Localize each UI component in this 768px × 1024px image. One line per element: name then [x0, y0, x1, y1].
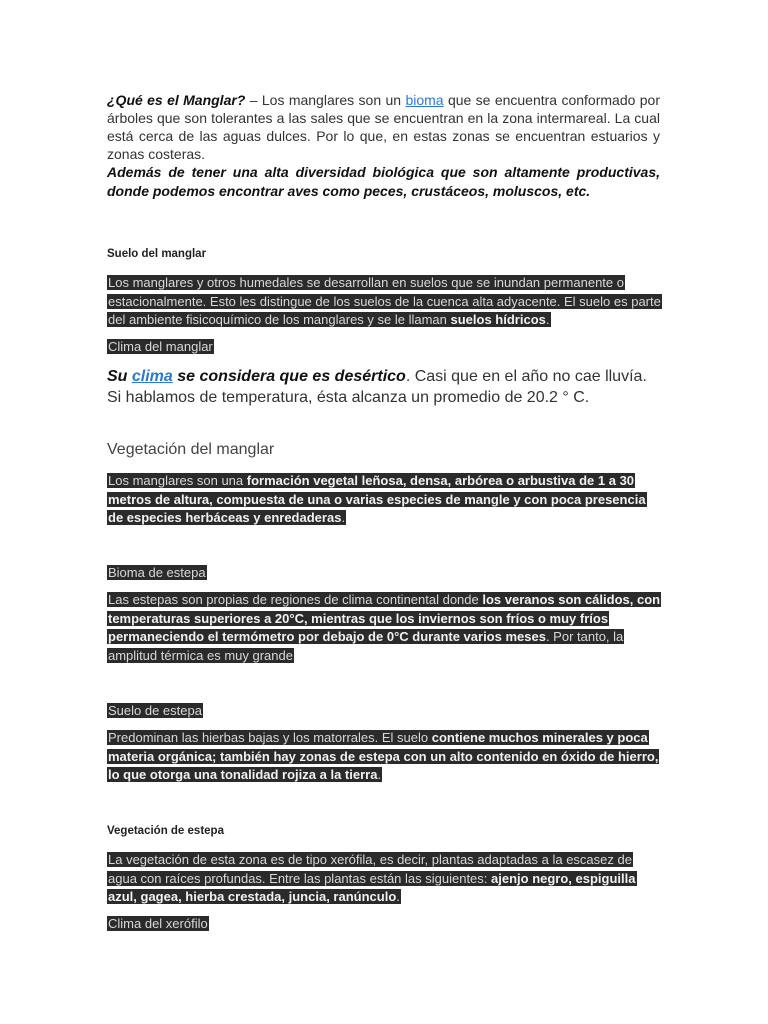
suelo-manglar-paragraph [107, 274, 663, 330]
bioma-estepa-label-text: Bioma de estepa [108, 565, 206, 580]
suelo-manglar-text: Los manglares y otros humedales se desarrollan en suelos que se inundan permanente o estacionalmente. Esto les distingue de los suelos de la cuenca alta adyacente. El suelo es parte del ambiente fisicoquímico de los manglares y se le llaman [108, 275, 661, 327]
bioma-estepa-end: . Por tanto, la amplitud térmica es muy grande [108, 629, 624, 663]
clima-xerofilo-label-text: Clima del xerófilo [108, 916, 208, 931]
vegetacion-estepa-bold: ajenjo negro, espiguilla azul, gagea, hierba crestada, juncia, ranúnculo [108, 870, 636, 904]
suelo-estepa-end: . [377, 767, 382, 782]
suelo-estepa-label-text: Suelo de estepa [108, 703, 202, 718]
clima-su: Su [107, 368, 132, 385]
bioma-estepa-label [107, 564, 660, 582]
intro-bold-paragraph: Además de tener una alta diversidad biológica que son altamente productivas, donde podemos encontrar aves como peces, crustáceos, moluscos, etc. [107, 164, 660, 199]
vegetacion-manglar-text: Los manglares son una [108, 473, 247, 488]
bioma-estepa-text: Las estepas son propias de regiones de clima continental donde [108, 592, 483, 607]
suelo-estepa-bold: contiene muchos minerales y poca materia orgánica; también hay zonas de estepa con un alto contenido en óxido de hierro, lo que otorga una tonalidad rojiza a la tierra [108, 730, 659, 782]
vegetacion-estepa-paragraph [107, 851, 652, 907]
vegetacion-estepa-end: . [396, 889, 400, 904]
clima-lead: se considera que es desértico [172, 368, 406, 385]
vegetacion-manglar-end: . [341, 510, 346, 525]
intro-paragraph [107, 91, 660, 163]
vegetacion-manglar-heading: Vegetación del manglar [107, 441, 275, 458]
suelo-estepa-label [107, 702, 660, 720]
intro-dash: – Los manglares son un [245, 92, 406, 108]
suelo-manglar-heading: Suelo del manglar [107, 248, 207, 260]
suelo-manglar-end: . [545, 312, 550, 327]
bioma-link[interactable]: bioma [405, 92, 444, 108]
vegetacion-estepa-heading: Vegetación de estepa [107, 825, 224, 837]
bioma-estepa-paragraph [107, 591, 663, 665]
suelo-manglar-bold: suelos hídricos [450, 312, 546, 327]
clima-xerofilo-label [107, 915, 660, 933]
intro-question: ¿Qué es el Manglar? [107, 92, 246, 108]
suelo-estepa-paragraph [107, 729, 663, 785]
intro-rest: que se encuentra conformado por árboles que son tolerantes a las sales que se encuentran en la zona intermareal. La cual está cerca de las aguas dulces. Por lo que, en estas zonas se encuentran estuarios y zonas costeras. [107, 92, 660, 162]
clima-manglar-label [107, 338, 660, 356]
bioma-estepa-bold: los veranos son cálidos, con temperaturas superiores a 20°C, mientras que los inviernos son fríos o muy fríos permaneciendo el termómetro por debajo de 0°C durante varios meses [108, 592, 661, 644]
clima-manglar-label-text: Clima del manglar [108, 339, 213, 354]
vegetacion-estepa-text: La vegetación de esta zona es de tipo xerófila, es decir, plantas adaptadas a la escasez de agua con raíces profundas. Entre las plantas están las siguientes: [108, 852, 632, 886]
clima-link[interactable]: clima [131, 368, 173, 385]
clima-text: . Casi que en el año no cae lluvía. Si hablamos de temperatura, ésta alcanza un promedio de 20.2 ° C. [107, 368, 647, 406]
suelo-estepa-text: Predominan las hierbas bajas y los matorrales. El suelo [108, 730, 432, 745]
clima-manglar-paragraph [107, 366, 652, 408]
vegetacion-manglar-paragraph [107, 472, 652, 528]
vegetacion-manglar-bold: formación vegetal leñosa, densa, arbórea o arbustiva de 1 a 30 metros de altura, compuesta de una o varias especies de mangle y con poca presencia de especies herbáceas y enredaderas [108, 473, 646, 525]
